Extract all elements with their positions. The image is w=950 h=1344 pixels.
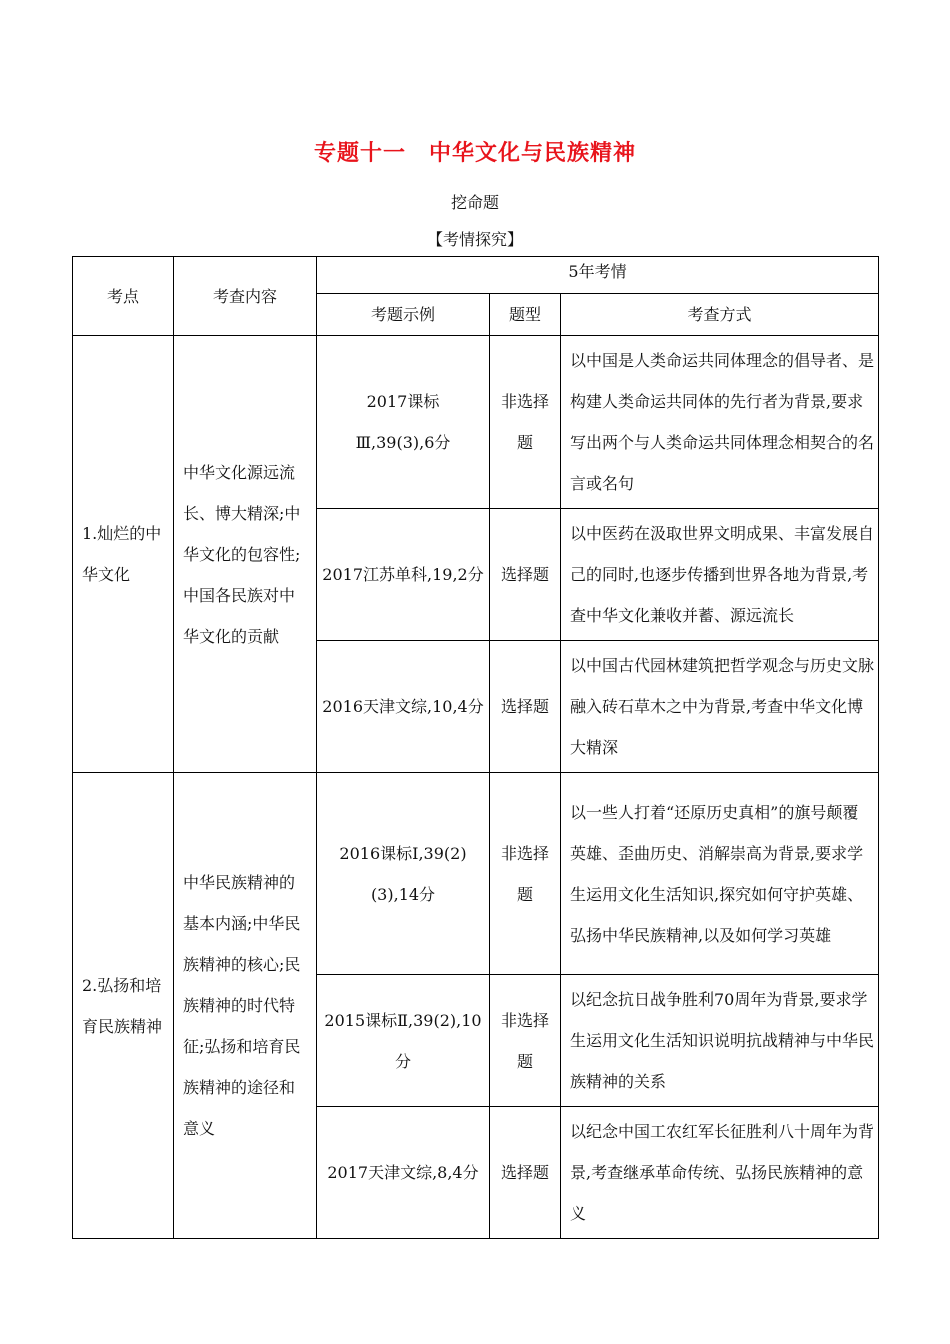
row-example: 2015课标Ⅱ,39(2),10分: [317, 975, 490, 1107]
group-point: 1.灿烂的中华文化: [73, 336, 174, 773]
header-five-year: 5年考情: [317, 257, 879, 294]
section-heading: 【考情探究】: [426, 230, 523, 249]
table-row: [73, 773, 879, 975]
row-example: 2017天津文综,8,4分: [317, 1107, 490, 1239]
row-type: 非选择题: [490, 975, 561, 1107]
row-type: 选择题: [490, 1107, 561, 1239]
group-content: 中华文化源远流长、博大精深;中华文化的包容性;中国各民族对中华文化的贡献: [174, 336, 317, 773]
row-method: 以中国古代园林建筑把哲学观念与历史文脉融入砖石草木之中为背景,考查中华文化博大精深: [561, 641, 879, 773]
subtitle: 挖命题: [450, 193, 499, 212]
row-example: 2017江苏单科,19,2分: [317, 509, 490, 641]
table-row: [73, 336, 879, 509]
row-method: 以纪念抗日战争胜利70周年为背景,要求学生运用文化生活知识说明抗战精神与中华民族精神的关系: [561, 975, 879, 1107]
header-type: 题型: [490, 294, 561, 336]
row-method: 以一些人打着“还原历史真相”的旗号颠覆英雄、歪曲历史、消解崇高为背景,要求学生运用文化生活知识,探究如何守护英雄、弘扬中华民族精神,以及如何学习英雄: [561, 773, 879, 975]
page-title: 专题十一 中华文化与民族精神: [313, 141, 636, 166]
group-point: 2.弘扬和培育民族精神: [73, 773, 174, 1239]
row-method: 以纪念中国工农红军长征胜利八十周年为背景,考查继承革命传统、弘扬民族精神的意义: [561, 1107, 879, 1239]
header-row: [73, 257, 879, 294]
exam-analysis-table: [72, 256, 879, 1239]
header-example: 考题示例: [317, 294, 490, 336]
row-method: 以中国是人类命运共同体理念的倡导者、是构建人类命运共同体的先行者为背景,要求写出两个与人类命运共同体理念相契合的名言或名句: [561, 336, 879, 509]
row-method: 以中医药在汲取世界文明成果、丰富发展自己的同时,也逐步传播到世界各地为背景,考查中华文化兼收并蓄、源远流长: [561, 509, 879, 641]
row-example: 2016课标Ⅰ,39(2)(3),14分: [317, 773, 490, 975]
header-point: 考点: [73, 257, 174, 336]
row-type: 选择题: [490, 641, 561, 773]
group-content: 中华民族精神的基本内涵;中华民族精神的核心;民族精神的时代特征;弘扬和培育民族精神的途径和意义: [174, 773, 317, 1239]
row-example: 2016天津文综,10,4分: [317, 641, 490, 773]
header-content: 考查内容: [174, 257, 317, 336]
row-type: 选择题: [490, 509, 561, 641]
header-method: 考查方式: [561, 294, 879, 336]
row-type: 非选择题: [490, 773, 561, 975]
row-example: 2017课标Ⅲ,39(3),6分: [317, 336, 490, 509]
row-type: 非选择题: [490, 336, 561, 509]
